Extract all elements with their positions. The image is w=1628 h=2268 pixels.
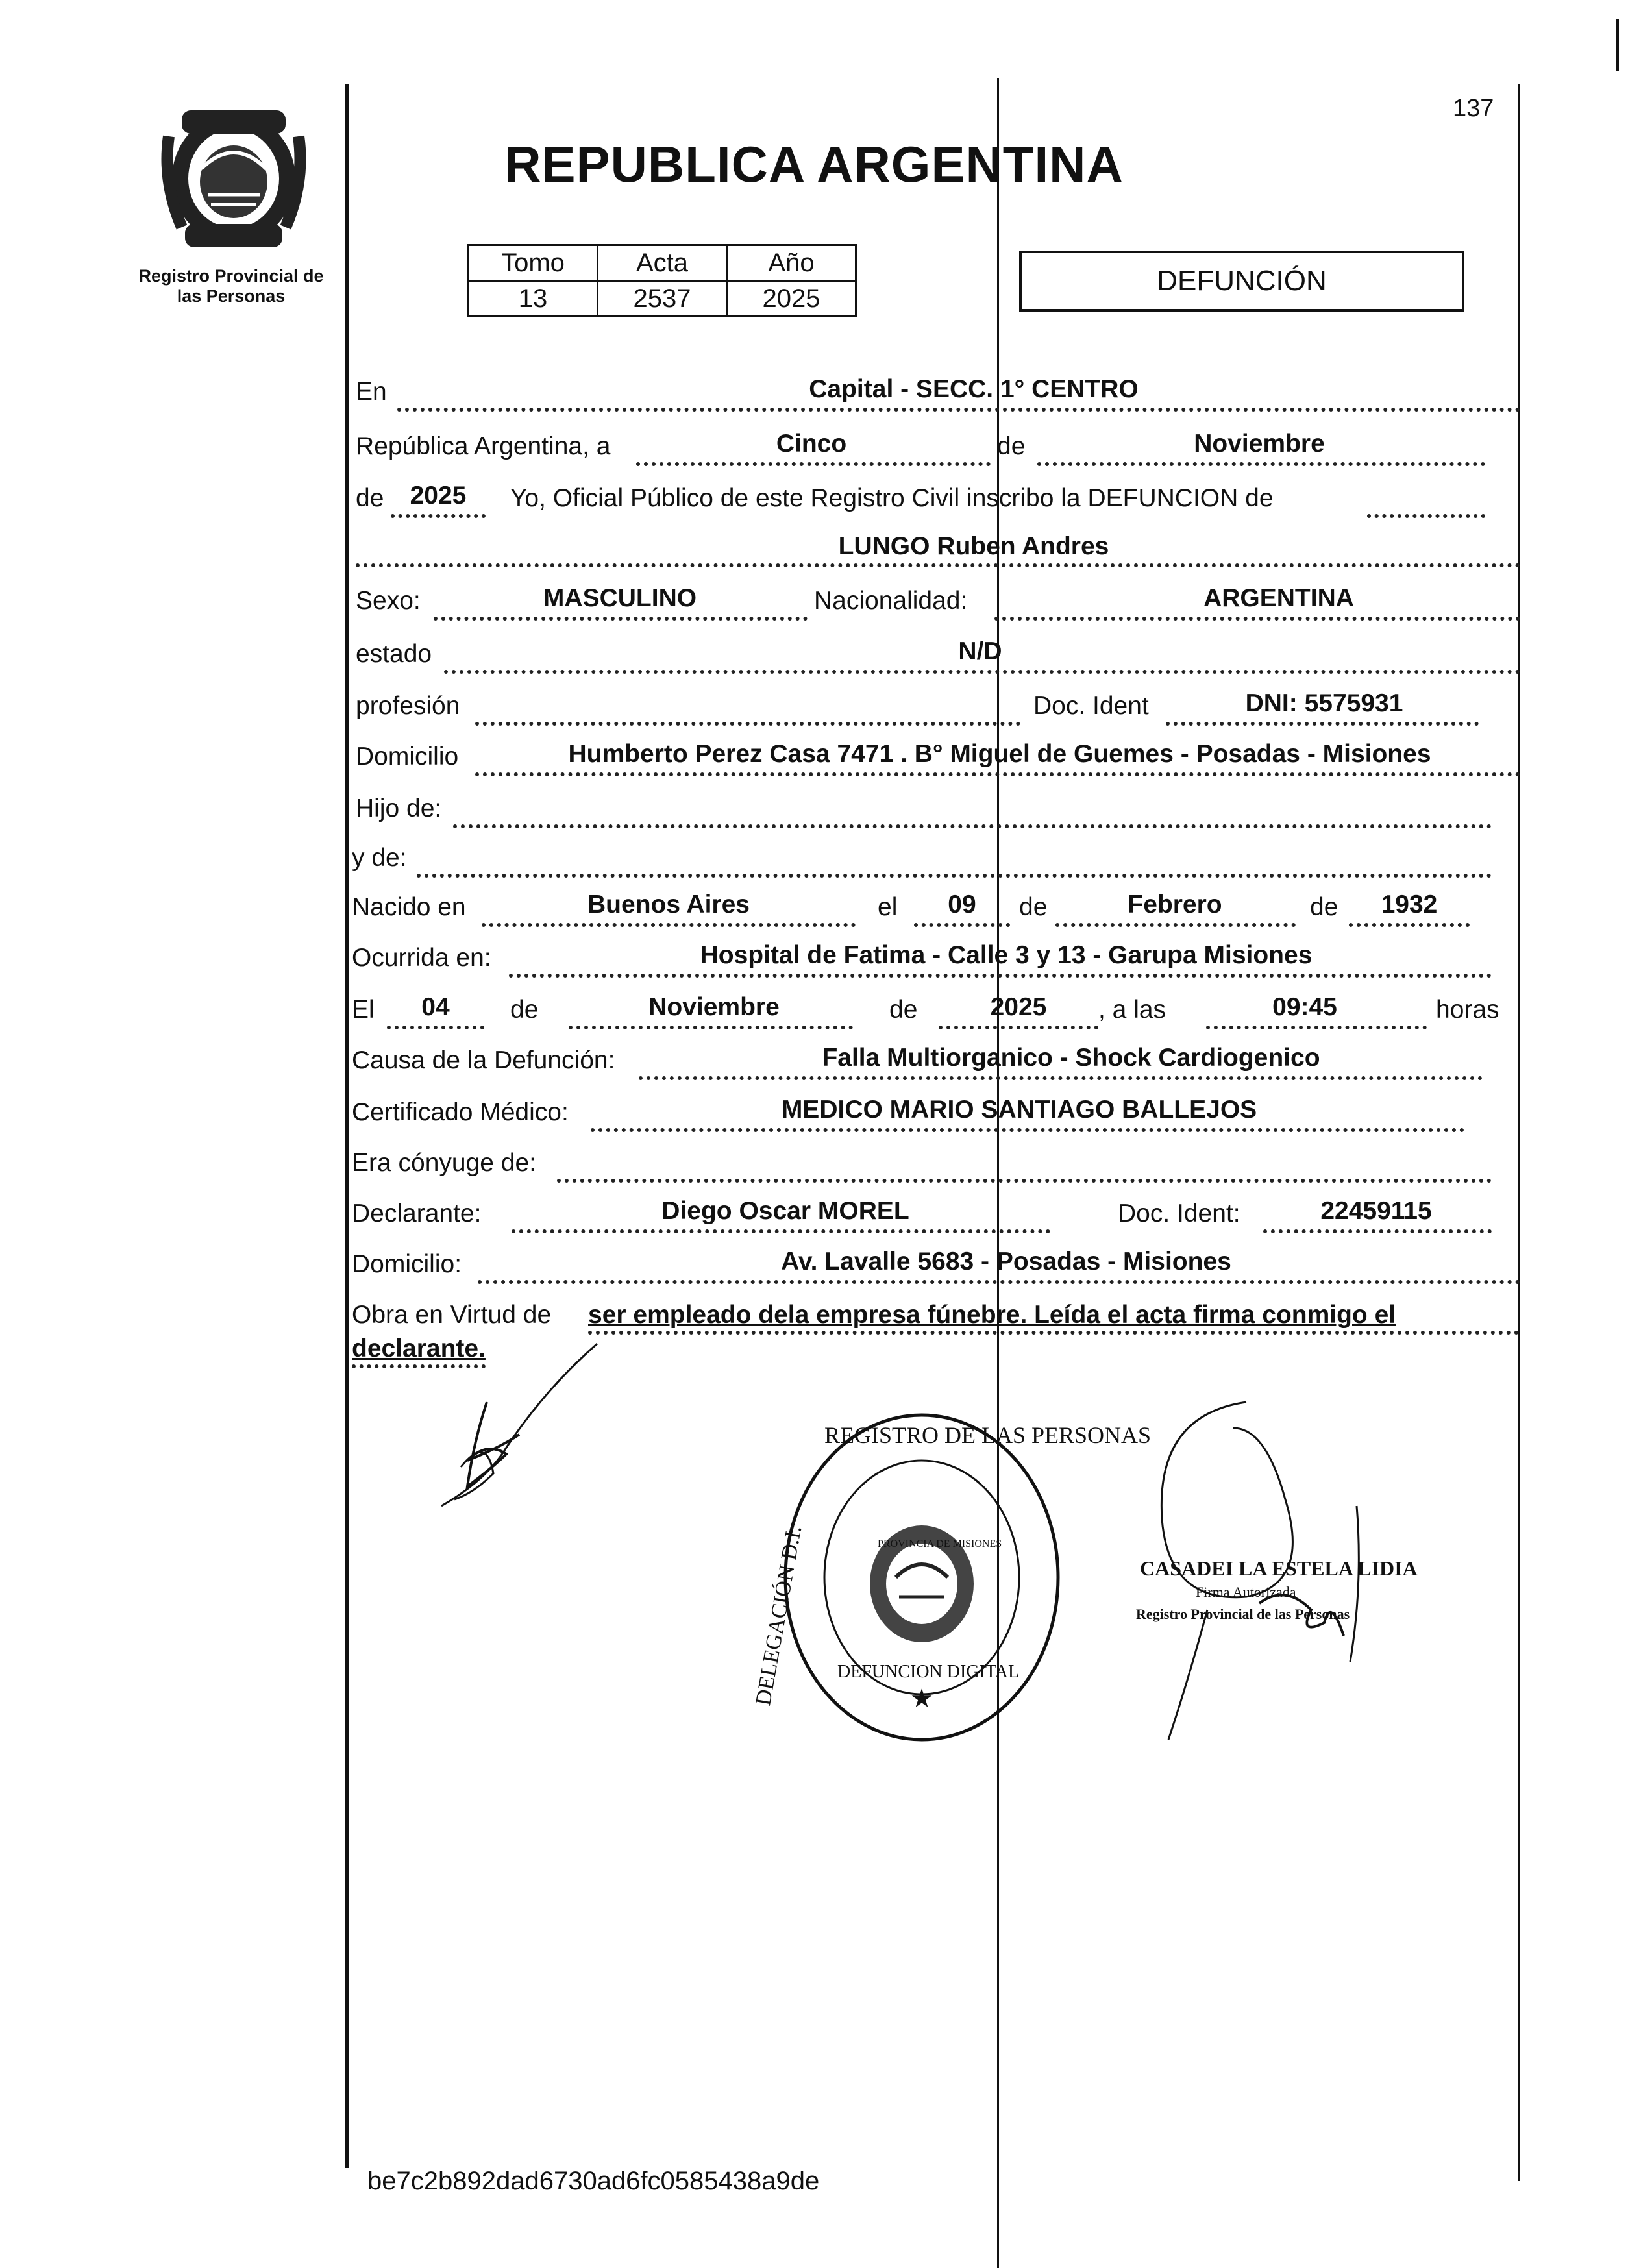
obra-value: ser empleado dela empresa fúnebre. Leída el acta firma conmigo el [588,1301,1396,1329]
obra-value-2: declarante. [352,1335,486,1362]
death-time: 09:45 [1272,993,1337,1021]
domicilio-dots [475,772,1520,776]
el2-label: El [352,996,375,1024]
hijo-dots [453,824,1492,828]
seal-inner-text: PROVINCIA DE MISIONES [878,1538,1002,1549]
en-dots [397,408,1520,412]
doc2-value: 22459115 [1320,1197,1432,1225]
ocurrida-dots [509,974,1492,978]
domicilio2-dots [478,1280,1520,1284]
conyuge-label: Era cónyuge de: [352,1149,537,1177]
seal-text-top: REGISTRO DE LAS PERSONAS [824,1422,1152,1448]
declarant-signature [428,1337,623,1519]
causa-dots [639,1076,1483,1080]
death-year: 2025 [990,993,1047,1021]
death-day-dots [387,1026,484,1029]
domicilio2-value: Av. Lavalle 5683 - Posadas - Misiones [781,1248,1231,1276]
domicilio-value: Humberto Perez Casa 7471 . B° Miguel de Guemes - Posadas - Misiones [568,740,1431,768]
month-dots [1037,462,1485,466]
sexo-label: Sexo: [356,587,421,615]
death-day: 04 [421,993,450,1021]
de-label-1: de [997,432,1026,460]
de-label-4: de [1310,893,1338,921]
year-value: 2025 [410,482,467,510]
obra-dots [588,1331,1519,1335]
nacido-value: Buenos Aires [587,891,750,918]
center-fold-line [997,78,999,2268]
acta-value: 2537 [598,281,727,317]
svg-text:★: ★ [910,1684,933,1714]
en-value: Capital - SECC. 1° CENTRO [809,375,1139,403]
nacido-label: Nacido en [352,893,466,921]
declarante-value: Diego Oscar MOREL [661,1197,909,1225]
birth-year: 1932 [1381,891,1438,918]
declarante-dots [512,1229,1050,1233]
death-time-dots [1206,1026,1427,1029]
doc2-label: Doc. Ident: [1118,1200,1240,1227]
domicilio2-label: Domicilio: [352,1250,462,1278]
birth-month: Febrero [1128,891,1222,918]
oficial-text: Yo, Oficial Público de este Registro Civil inscribo la DEFUNCION de [510,484,1274,512]
de-label-6: de [889,996,918,1024]
sexo-dots [434,617,808,621]
nacionalidad-dots [994,617,1520,621]
yde-label: y de: [352,844,407,872]
horas-label: horas [1436,996,1499,1024]
causa-label: Causa de la Defunción: [352,1046,615,1074]
seal-text-bottom: DEFUNCION DIGITAL [837,1662,1020,1682]
death-month-dots [569,1026,853,1029]
sexo-value: MASCULINO [543,584,697,612]
death-month: Noviembre [648,993,780,1021]
document-hash: be7c2b892dad6730ad6fc0585438a9de [367,2167,820,2195]
cert-dots [591,1128,1464,1132]
alas-label: , a las [1098,996,1166,1024]
estado-value: N/D [958,637,1002,665]
officer-role: Firma Autorizada [1196,1584,1296,1600]
seal-text-left: DELEGACIÓN D.I. [751,1523,807,1708]
conyuge-dots [557,1179,1492,1183]
doc2-dots [1263,1229,1492,1233]
doc-ident-label: Doc. Ident [1033,692,1149,720]
el-label: el [878,893,898,921]
doc-ident-value: DNI: 5575931 [1245,689,1403,717]
birth-year-dots [1349,923,1470,927]
nacionalidad-label: Nacionalidad: [814,587,968,615]
doc-ident-dots [1166,722,1479,726]
birth-month-dots [1055,923,1296,927]
birth-day-dots [914,923,1010,927]
officer-name: CASADEI LA ESTELA LIDIA [1140,1557,1418,1580]
year-dots [391,514,486,518]
profesion-label: profesión [356,692,460,720]
hijo-label: Hijo de: [356,795,442,822]
en-label: En [356,378,387,406]
estado-label: estado [356,640,432,668]
cert-value: MEDICO MARIO SANTIAGO BALLEJOS [781,1096,1257,1124]
death-year-dots [939,1026,1098,1029]
act-type-box: DEFUNCIÓN [1019,251,1464,312]
day-value: Cinco [776,430,847,458]
officer-org: Registro Provincial de las Personas [1136,1606,1350,1622]
ocurrida-label: Ocurrida en: [352,944,491,972]
registry-caption: Registro Provincial de las Personas [138,266,324,306]
ano-header: Año [727,245,856,281]
tomo-header: Tomo [469,245,598,281]
profesion-dots [475,722,1020,726]
document-title: REPUBLICA ARGENTINA [504,136,1124,193]
oficial-dots [1367,514,1485,518]
nacido-dots [482,923,856,927]
tomo-acta-ano-table [467,244,857,317]
cert-label: Certificado Médico: [352,1098,569,1126]
edge-mark [1616,19,1619,71]
nacionalidad-value: ARGENTINA [1203,584,1354,612]
page-number: 137 [1453,95,1494,122]
republica-label: República Argentina, a [356,432,611,460]
de-label-5: de [510,996,539,1024]
ano-value: 2025 [727,281,856,317]
acta-header: Acta [598,245,727,281]
domicilio-label: Domicilio [356,743,459,770]
birth-day: 09 [948,891,976,918]
name-dots [356,563,1520,567]
month-value: Noviembre [1194,430,1325,458]
causa-value: Falla Multiorganico - Shock Cardiogenico [822,1044,1320,1072]
deceased-name: LUNGO Ruben Andres [838,532,1109,560]
declarante-label: Declarante: [352,1200,482,1227]
day-dots [636,462,991,466]
official-seal [772,1402,1071,1753]
right-frame-line [1518,84,1520,2181]
estado-dots [444,670,1520,674]
de-label-3: de [1019,893,1048,921]
left-frame-line [345,84,349,2168]
yde-dots [417,874,1492,878]
de-label-2: de [356,484,384,512]
ocurrida-value: Hospital de Fatima - Calle 3 y 13 - Garupa Misiones [700,941,1313,969]
tomo-value: 13 [469,281,598,317]
obra-label: Obra en Virtud de [352,1301,552,1329]
